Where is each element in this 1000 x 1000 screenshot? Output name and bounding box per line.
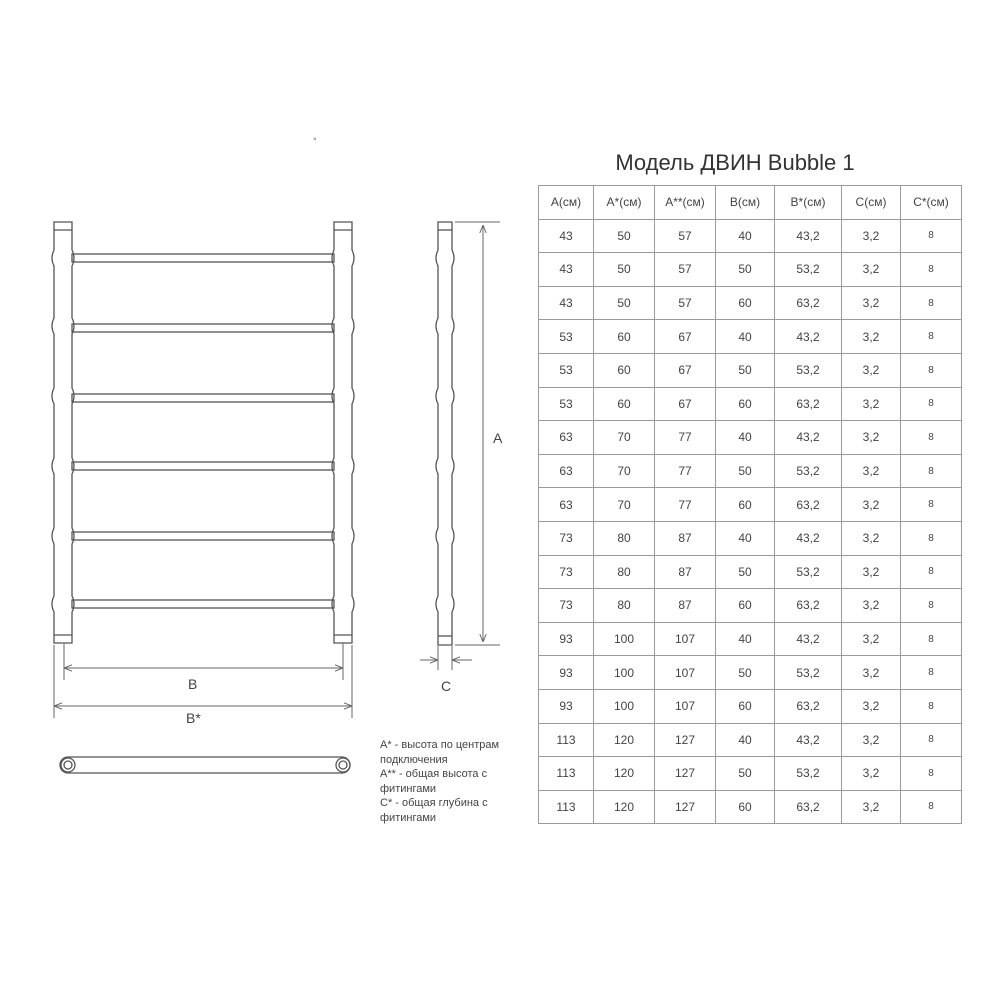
table-cell: 63: [539, 488, 594, 522]
table-cell: 50: [716, 656, 775, 690]
crossbar: [72, 462, 334, 470]
crossbar: [72, 254, 334, 262]
table-cell: 60: [594, 387, 655, 421]
table-cell: 53,2: [775, 454, 842, 488]
table-header-row: [539, 186, 962, 220]
table-cell: 3,2: [842, 656, 901, 690]
table-cell: 8: [901, 689, 962, 723]
table-cell: 53: [539, 353, 594, 387]
column-header: B(см): [716, 186, 775, 220]
table-cell: 73: [539, 589, 594, 623]
model-title: Модель ДВИН Bubble 1: [615, 150, 855, 175]
table-cell: 77: [655, 421, 716, 455]
depth-dimension: [420, 646, 472, 670]
table-cell: 8: [901, 320, 962, 354]
table-cell: 67: [655, 387, 716, 421]
table-cell: 60: [716, 790, 775, 824]
legend-item: A** - общая высота с фитингами: [380, 768, 488, 795]
table-cell: 8: [901, 353, 962, 387]
table-cell: 63,2: [775, 387, 842, 421]
table-cell: 70: [594, 421, 655, 455]
table-cell: 3,2: [842, 219, 901, 253]
table-cell: 63,2: [775, 488, 842, 522]
table-row: [539, 421, 962, 455]
width-dimensions: [54, 643, 352, 718]
table-cell: 8: [901, 454, 962, 488]
table-cell: 50: [716, 757, 775, 791]
table-cell: 77: [655, 454, 716, 488]
table-cell: 8: [901, 656, 962, 690]
table-cell: 8: [901, 555, 962, 589]
table-cell: 8: [901, 488, 962, 522]
crossbar: [72, 324, 334, 332]
table-cell: 3,2: [842, 521, 901, 555]
table-cell: 50: [716, 555, 775, 589]
table-row: [539, 454, 962, 488]
dimension-label-b-star: B*: [186, 710, 201, 726]
table-cell: 8: [901, 253, 962, 287]
table-cell: 127: [655, 757, 716, 791]
table-cell: 107: [655, 656, 716, 690]
column-header: A**(см): [655, 186, 716, 220]
table-cell: 8: [901, 757, 962, 791]
table-row: [539, 353, 962, 387]
legend-item: C* - общая глубина с фитингами: [380, 797, 488, 824]
table-cell: 43,2: [775, 421, 842, 455]
table-cell: 120: [594, 757, 655, 791]
table-cell: 3,2: [842, 353, 901, 387]
table-cell: 127: [655, 723, 716, 757]
table-cell: 60: [716, 387, 775, 421]
table-row: [539, 689, 962, 723]
table-cell: 63: [539, 454, 594, 488]
table-cell: 100: [594, 622, 655, 656]
table-cell: 87: [655, 589, 716, 623]
dimension-label-b: B: [188, 676, 198, 692]
dimension-label-c: C: [441, 678, 452, 694]
table-cell: 40: [716, 723, 775, 757]
table-cell: 3,2: [842, 589, 901, 623]
table-cell: 3,2: [842, 488, 901, 522]
table-cell: 40: [716, 219, 775, 253]
table-cell: 43: [539, 253, 594, 287]
table-cell: 63,2: [775, 689, 842, 723]
table-cell: 8: [901, 622, 962, 656]
table-cell: 43: [539, 219, 594, 253]
table-cell: 60: [594, 320, 655, 354]
dimensions-table: [538, 185, 962, 824]
right-upright: [332, 222, 354, 643]
table-row: [539, 622, 962, 656]
table-row: [539, 320, 962, 354]
legend: [380, 738, 540, 825]
table-cell: 93: [539, 622, 594, 656]
table-cell: 93: [539, 656, 594, 690]
table-cell: 50: [594, 286, 655, 320]
table-cell: 40: [716, 421, 775, 455]
table-cell: 87: [655, 555, 716, 589]
table-cell: 43,2: [775, 219, 842, 253]
column-header: C(см): [842, 186, 901, 220]
table-cell: 8: [901, 723, 962, 757]
table-cell: 73: [539, 521, 594, 555]
table-cell: 53,2: [775, 757, 842, 791]
table-cell: 3,2: [842, 790, 901, 824]
table-cell: 113: [539, 757, 594, 791]
table-cell: 57: [655, 286, 716, 320]
table-cell: 3,2: [842, 689, 901, 723]
table-cell: 8: [901, 790, 962, 824]
front-view: [52, 222, 354, 643]
table-cell: 107: [655, 622, 716, 656]
table-cell: 70: [594, 454, 655, 488]
table-cell: 50: [716, 253, 775, 287]
table-cell: 80: [594, 589, 655, 623]
table-cell: 3,2: [842, 253, 901, 287]
table-row: [539, 219, 962, 253]
table-cell: 60: [716, 689, 775, 723]
table-cell: 3,2: [842, 454, 901, 488]
table-row: [539, 253, 962, 287]
column-header: A(см): [539, 186, 594, 220]
table-cell: 3,2: [842, 320, 901, 354]
table-cell: 77: [655, 488, 716, 522]
table-cell: 80: [594, 521, 655, 555]
table-cell: 70: [594, 488, 655, 522]
table-cell: 43: [539, 286, 594, 320]
table-cell: 113: [539, 723, 594, 757]
table-cell: 60: [594, 353, 655, 387]
table-cell: 100: [594, 656, 655, 690]
table-cell: 40: [716, 521, 775, 555]
table-cell: 53,2: [775, 353, 842, 387]
table-cell: 63,2: [775, 790, 842, 824]
table-cell: 53,2: [775, 555, 842, 589]
table-cell: 100: [594, 689, 655, 723]
table-cell: 8: [901, 521, 962, 555]
left-upright: [52, 222, 74, 643]
table-cell: 40: [716, 622, 775, 656]
table-cell: 120: [594, 790, 655, 824]
table-body: [539, 219, 962, 824]
table-row: [539, 757, 962, 791]
table-row: [539, 790, 962, 824]
table-cell: 113: [539, 790, 594, 824]
column-header: A*(см): [594, 186, 655, 220]
table-cell: 73: [539, 555, 594, 589]
column-header: C*(см): [901, 186, 962, 220]
table-cell: 8: [901, 286, 962, 320]
table-row: [539, 521, 962, 555]
legend-item: A* - высота по центрам подключения: [380, 739, 500, 766]
table-cell: 67: [655, 353, 716, 387]
table-cell: 53,2: [775, 253, 842, 287]
dimension-label-a: A: [493, 430, 503, 446]
table-cell: 60: [716, 286, 775, 320]
crossbar: [72, 532, 334, 540]
table-cell: 80: [594, 555, 655, 589]
table-cell: 43,2: [775, 320, 842, 354]
table-row: [539, 387, 962, 421]
table-cell: 3,2: [842, 286, 901, 320]
table-cell: 60: [716, 589, 775, 623]
table-cell: 8: [901, 589, 962, 623]
table-row: [539, 555, 962, 589]
scan-mark: °: [313, 136, 317, 146]
table-cell: 8: [901, 387, 962, 421]
table-cell: 3,2: [842, 387, 901, 421]
table-cell: 50: [716, 353, 775, 387]
table-row: [539, 286, 962, 320]
table-row: [539, 488, 962, 522]
table-cell: 57: [655, 253, 716, 287]
table-cell: 127: [655, 790, 716, 824]
table-row: [539, 656, 962, 690]
table-cell: 120: [594, 723, 655, 757]
table-cell: 53,2: [775, 656, 842, 690]
table-cell: 63,2: [775, 589, 842, 623]
top-view: [60, 757, 350, 773]
table-cell: 8: [901, 421, 962, 455]
side-view: [436, 222, 454, 645]
table-cell: 63,2: [775, 286, 842, 320]
table-cell: 87: [655, 521, 716, 555]
table-cell: 50: [716, 454, 775, 488]
table-cell: 43,2: [775, 521, 842, 555]
table-cell: 3,2: [842, 421, 901, 455]
table-cell: 53: [539, 387, 594, 421]
table-row: [539, 589, 962, 623]
table-cell: 43,2: [775, 622, 842, 656]
table-cell: 53: [539, 320, 594, 354]
table-cell: 57: [655, 219, 716, 253]
table-cell: 3,2: [842, 723, 901, 757]
table-cell: 43,2: [775, 723, 842, 757]
table-cell: 60: [716, 488, 775, 522]
crossbar: [72, 600, 334, 608]
column-header: B*(см): [775, 186, 842, 220]
table-row: [539, 723, 962, 757]
table-cell: 107: [655, 689, 716, 723]
table-cell: 8: [901, 219, 962, 253]
table-cell: 3,2: [842, 622, 901, 656]
table-cell: 40: [716, 320, 775, 354]
crossbar: [72, 394, 334, 402]
table-cell: 3,2: [842, 757, 901, 791]
table-cell: 3,2: [842, 555, 901, 589]
table-cell: 93: [539, 689, 594, 723]
table-cell: 50: [594, 253, 655, 287]
table-cell: 67: [655, 320, 716, 354]
table-cell: 50: [594, 219, 655, 253]
table-cell: 63: [539, 421, 594, 455]
